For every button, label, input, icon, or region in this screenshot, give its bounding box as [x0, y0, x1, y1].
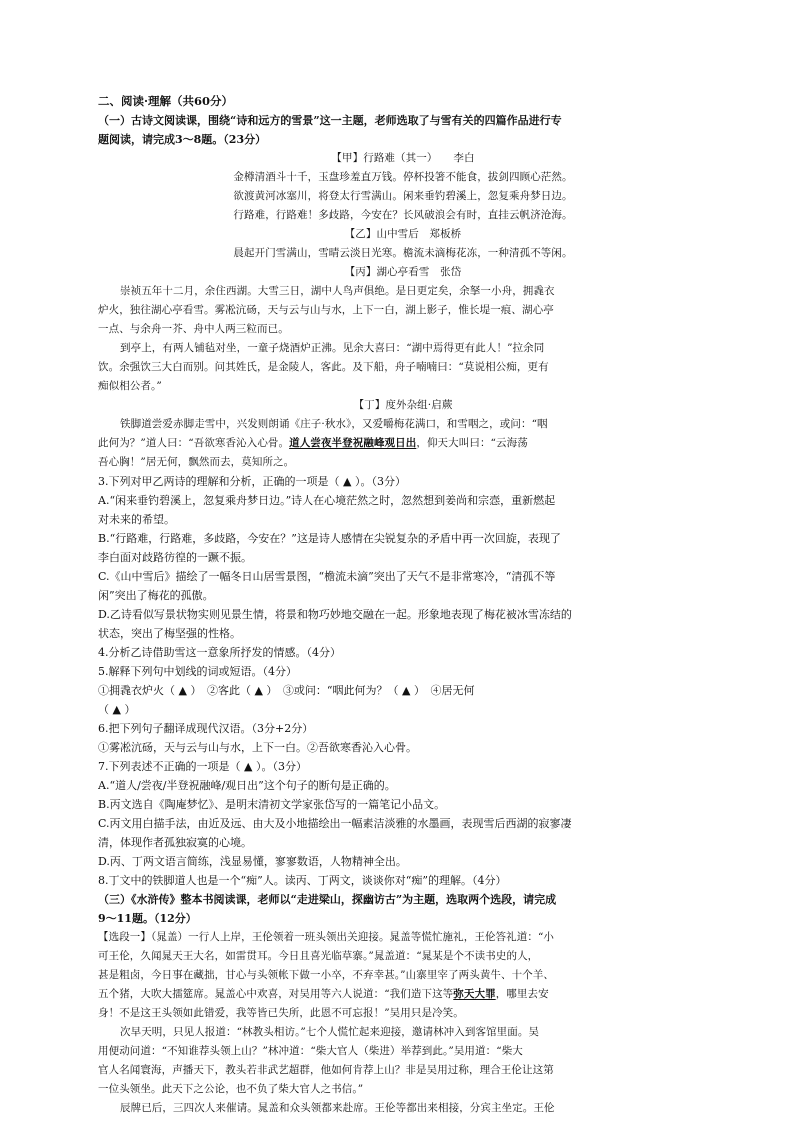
excerpt-1-line: 可王伦，久闻晁天王大名，如雷贯耳。今日且喜光临草寨。”晁盖道：“晁某是个不读书史的人，	[98, 950, 539, 962]
poem-jia-line: 欲渡黄河冰塞川，将登太行雪满山。闲来垂钓碧溪上，忽复乘舟梦日边。	[233, 190, 573, 202]
question-3-option-c-cont: 闲”突出了梅花的孤傲。	[98, 589, 214, 602]
poem-jia-line: 行路难，行路难！多歧路，今安在？长风破浪会有时，直挂云帆济沧海。	[233, 209, 573, 221]
excerpt-1-line	[98, 985, 708, 1004]
text-bing-line: 一点、与余舟一芥、舟中人两三粒而已。	[98, 323, 289, 335]
excerpt-1-line: 用便动问道：“不知谁荐头领上山？”林冲道：“柴大官人（柴进）举荐到此。”吴用道：“柴大	[98, 1045, 523, 1057]
text-ding-line: 吾心胸！”居无何，飘然而去，莫知所之。	[98, 456, 295, 468]
question-7-option-c: C.丙文用白描手法，由近及远、由大及小地描绘出一幅素洁淡雅的水墨画，表现雪后西湖的寂寥凄	[98, 817, 572, 830]
question-3-option-d-cont: 状态，突出了梅坚强的性格。	[98, 627, 241, 640]
excerpt-1-line: 甚是粗卤，今日事在藏拙，甘心与头领帐下做一小卒，不弃幸甚。”山寨里宰了两头黄牛、十个羊、	[98, 969, 555, 981]
excerpt-1-line: 辰牌已后，三四次人来催请。晁盖和众头领都来赴席。王伦等都出来相接，分宾主坐定。王伦	[120, 1102, 555, 1114]
question-3: 3.下列对甲乙两诗的理解和分析，正确的一项是（ ▲ ）。（3分）	[98, 475, 406, 488]
question-3-option-b-cont: 李白面对歧路彷徨的一蹶不振。	[98, 551, 252, 564]
question-4: 4.分析乙诗借助雪这一意象所抒发的情感。（4分）	[98, 646, 341, 659]
text-ding-line: 铁脚道尝爱赤脚走雪中，兴发则朗诵《庄子·秋水》，又爱嚼梅花满口，和雪咽之，或问：“咽	[120, 418, 548, 430]
excerpt-1-line: 官人名闻寰海，声播天下，教头若非武艺超群，他如何肯荐上山？非是吴用过称，理合王伦让这第	[98, 1064, 554, 1076]
question-7-option-d: D.丙、丁两文语言简练，浅显易懂，寥寥数语，人物精神全出。	[98, 855, 407, 868]
excerpt-1-line: 【选段一】（晁盖）一行人上岸，王伦领着一班头领出关迎接。晁盖等慌忙施礼，王伦答礼道：“小	[98, 931, 555, 943]
question-5-items: ①拥毳衣炉火（ ▲ ） ②客此（ ▲ ） ③或问：“咽此何为？（ ▲ ） ④居无何	[98, 684, 475, 697]
text-ding-title: 【丁】度外杂组·启蕨	[353, 399, 453, 411]
poem-jia-title: 【甲】行路难（其一） 李白	[331, 152, 475, 164]
underlined-phrase: 弥天大罪	[453, 988, 496, 1000]
question-7-option-a: A.“道人/尝夜/半登祝融峰/观日出”这个句子的断句是正确的。	[98, 779, 396, 792]
part1-intro-line1: （一）古诗文阅读课，围绕“诗和远方的雪景”这一主题，老师选取了与雪有关的四篇作品进行专	[98, 114, 562, 127]
poem-jia-line: 金樽清酒斗十千，玉盘珍羞直万钱。停杯投箸不能食，拔剑四顾心茫然。	[233, 171, 573, 183]
question-3-option-c: C.《山中雪后》描绘了一幅冬日山居雪景图，“檐流未滴”突出了天气不是非常寒冷，“清孤不等	[98, 570, 556, 583]
text-bing-line: 痴似相公者。”	[98, 380, 162, 392]
question-3-option-b: B.“行路难，行路难，多歧路，今安在？”这是诗人感情在尖锐复杂的矛盾中再一次回旋，表现了	[98, 532, 561, 545]
text-bing-line: 饮。余强饮三大白而别。问其姓氏，是金陵人，客此。及下船，舟子喃喃曰：“莫说相公痴，更有	[98, 361, 549, 373]
poem-yi-line: 晨起开门雪满山，雪晴云淡日光寒。檐流未滴梅花冻，一种清孤不等闲。	[233, 247, 573, 259]
question-3-option-a-cont: 对未来的希望。	[98, 513, 175, 526]
text-bing-title: 【丙】湖心亭看雪 张岱	[344, 266, 462, 278]
text-ding-segment: 此何为？”道人曰：“吾欲寒香沁入心骨。	[98, 437, 290, 449]
question-3-option-d: D.乙诗看似写景状物实则见景生情，将景和物巧妙地交融在一起。形象地表现了梅花被冰雪冻结的	[98, 608, 572, 621]
text-ding-line	[98, 434, 708, 453]
question-5: 5.解释下列句中划线的词或短语。（4分）	[98, 665, 297, 678]
text-bing-line: 崇祯五年十二月，余住西湖。大雪三日，湖中人鸟声俱绝。是日更定矣，余拏一小舟，拥毳衣	[120, 285, 555, 297]
text-bing-line: 炉火，独往湖心亭看雪。雾凇沆砀，天与云与山与水，上下一白，湖上影子，惟长堤一痕、湖心亭	[98, 304, 554, 316]
question-7: 7.下列表述不正确的一项是（ ▲ ）。（3分）	[98, 760, 307, 773]
question-8: 8.丁文中的铁脚道人也是一个“痴”人。读丙、丁两文，谈谈你对“痴”的理解。（4分）	[98, 874, 507, 887]
excerpt-1-segment: ，哪里去安	[495, 988, 549, 1000]
underlined-sentence: 道人尝夜半登祝融峰观日出	[289, 437, 417, 449]
excerpt-1-segment: 五个猪，大吹大擂筵席。晁盖心中欢喜，对吴用等六人说道：“我们造下这等	[98, 988, 454, 1000]
part1-intro-line2: 题阅读，请完成3～8题。（23分）	[98, 133, 267, 146]
text-bing-line: 到亭上，有两人铺毡对坐，一童子烧酒炉正沸。见余大喜曰：“湖中焉得更有此人！”拉余同	[120, 342, 545, 354]
excerpt-1-line: 一位头领坐。此天下之公论，也不负了柴大官人之书信。”	[98, 1083, 364, 1095]
excerpt-1-line: 身！不是这王头领如此错爱，我等皆已失所，此恩不可忘报！”吴用只是冷笑。	[98, 1007, 464, 1019]
part3-intro-line2: 9～11题。（12分）	[98, 912, 197, 925]
text-ding-segment: ，仰天大叫曰：“云海荡	[416, 437, 528, 449]
part3-intro-line1: （三）《水浒传》整本书阅读课，老师以“走进梁山，探幽访古”为主题，选取两个选段，请完成	[98, 893, 557, 906]
section-heading: 二、阅读·理解（共60分）	[98, 94, 234, 108]
excerpt-1-line: 次早天明，只见人报道：“林教头相访。”七个人慌忙起来迎接，邀请林冲入到客馆里面。吴	[120, 1026, 540, 1038]
question-7-option-b: B.丙文选自《陶庵梦忆》、是明末清初文学家张岱写的一篇笔记小品文。	[98, 798, 446, 811]
poem-yi-title: 【乙】山中雪后 郑板桥	[344, 228, 462, 240]
question-5-items-cont: （ ▲ ）	[98, 703, 136, 716]
question-6: 6.把下列句子翻译成现代汉语。（3分+2分）	[98, 722, 314, 735]
page-content	[98, 92, 708, 1118]
question-3-option-a: A.“闲来垂钓碧溪上，忽复乘舟梦日边。”诗人在心境茫然之时，忽然想到姜尚和宗悫，重新燃起	[98, 494, 556, 507]
question-6-items: ①雾凇沆砀，天与云与山与水，上下一白。②吾欲寒香沁入心骨。	[98, 741, 417, 754]
question-7-option-c-cont: 清，体现作者孤独寂寞的心境。	[98, 836, 252, 849]
